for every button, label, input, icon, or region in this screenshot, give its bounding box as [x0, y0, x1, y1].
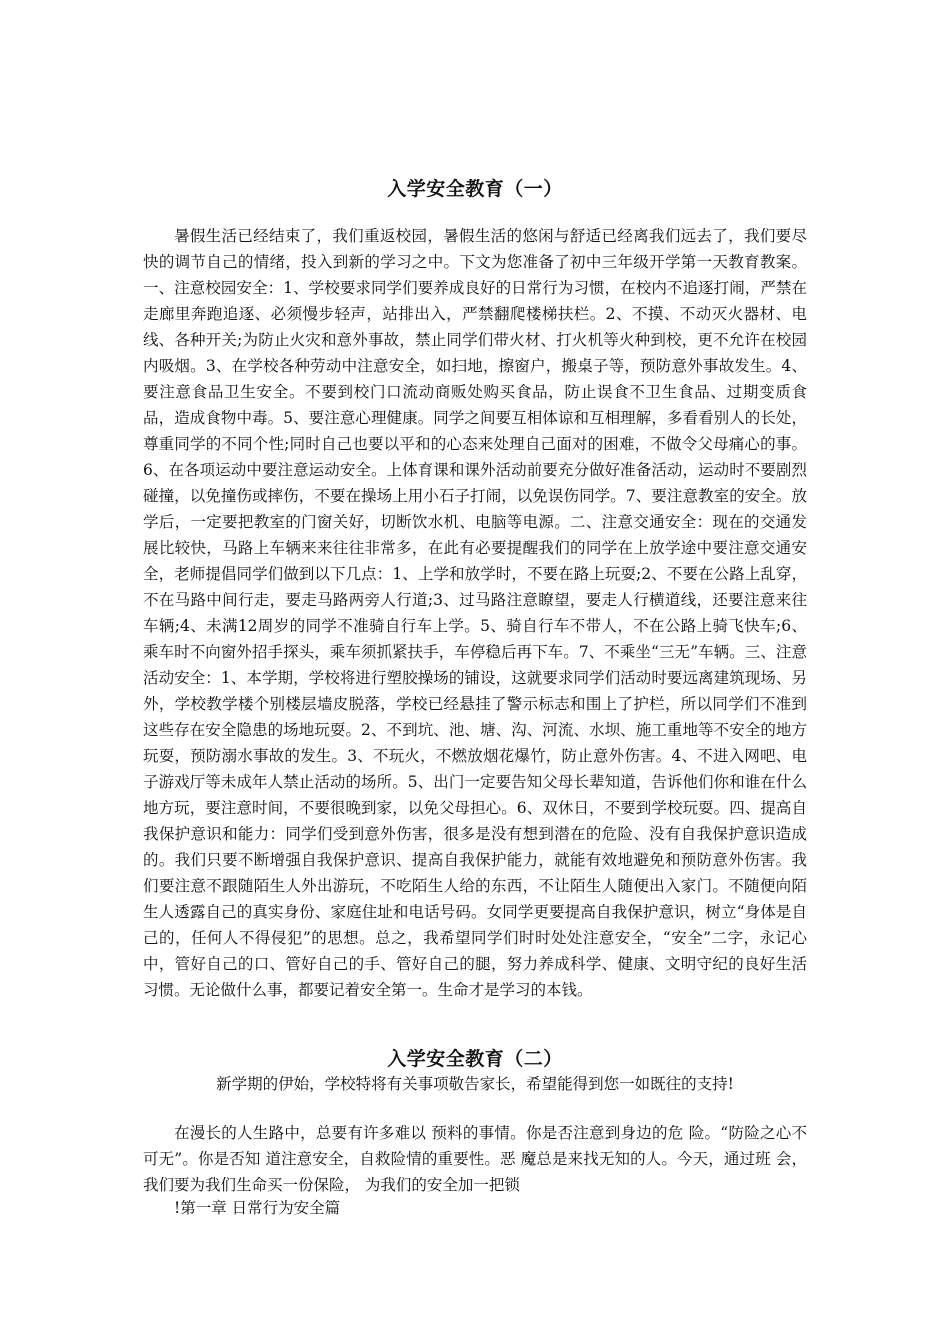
- section-1-title: 入学安全教育（一）: [387, 178, 563, 200]
- section-2-body: 在漫长的人生路中，总要有许多难以 预料的事情。你是否注意到身边的危 险。“防险之心不可无”。你是否知 道注意安全，自救险情的重要性。恶 魔总是来找无知的人。今天，通过班 会，我们要为我们生命买一份保险， 为我们的安全加一把锁: [143, 1124, 807, 1194]
- chapter-heading: !第一章 日常行为安全篇: [174, 1199, 341, 1217]
- section-2-title: 入学安全教育（二）: [387, 1048, 563, 1070]
- section-1-body: 暑假生活已经结束了，我们重返校园，暑假生活的悠闲与舒适已经离我们远去了，我们要尽快的调节自己的情绪，投入到新的学习之中。下文为您准备了初中三年级开学第一天教育教案。一、注意校园安全：1、学校要求同学们要养成良好的日常行为习惯，在校内不追逐打闹，严禁在走廊里奔跑追逐、必须慢步轻声，站排出入，严禁翻爬楼梯扶栏。2、不摸、不动灭火器材、电线、各种开关;为防止火灾和意外事故，禁止同学们带火材、打火机等火种到校，更不允许在校园内吸烟。3、在学校各种劳动中注意安全，如扫地，擦窗户，搬桌子等，预防意外事故发生。4、要注意食品卫生安全。不要到校门口流动商贩处购买食品，防止误食不卫生食品、过期变质食品，造成食物中毒。5、要注意心理健康。同学之间要互相体谅和互相理解，多看看别人的长处，尊重同学的不同个性;同时自己也要以平和的心态来处理自己面对的困难，不做令父母痛心的事。6、在各项运动中要注意运动安全。上体育课和课外活动前要充分做好准备活动，运动时不要剧烈碰撞，以免撞伤或摔伤，不要在操场上用小石子打闹，以免误伤同学。7、要注意教室的安全。放学后，一定要把教室的门窗关好，切断饮水机、电脑等电源。二、注意交通安全：现在的交通发展比较快，马路上车辆来来往往非常多，在此有必要提醒我们的同学在上放学途中要注意交通安全，老师提倡同学们做到以下几点：1、上学和放学时，不要在路上玩耍;2、不要在公路上乱穿，不在马路中间行走，要走马路两旁人行道;3、过马路注意瞭望，要走人行横道线，还要注意来往车辆;4、未满12周岁的同学不准骑自行车上学。5、骑自行车不带人，不在公路上骑飞快车;6、乘车时不向窗外招手探头，乘车须抓紧扶手，车停稳后再下车。7、不乘坐“三无”车辆。三、注意活动安全：1、本学期，学校将进行塑胶操场的铺设，这就要求同学们活动时要远离建筑现场、另外，学校教学楼个别楼层墙皮脱落，学校已经悬挂了警示标志和围上了护栏，所以同学们不准到这些存在安全隐患的场地玩耍。2、不到坑、池、塘、沟、河流、水坝、施工重地等不安全的地方玩耍，预防溺水事故的发生。3、不玩火，不燃放烟花爆竹，防止意外伤害。4、不进入网吧、电子游戏厅等未成年人禁止活动的场所。5、出门一定要告知父母长辈知道，告诉他们你和谁在什么地方玩，要注意时间，不要很晚到家，以免父母担心。6、双休日，不要到学校玩耍。四、提高自我保护意识和能力：同学们受到意外伤害，很多是没有想到潜在的危险、没有自我保护意识造成的。我们只要不断增强自我保护意识、提高自我保护能力，就能有效地避免和预防意外伤害。我们要注意不跟随陌生人外出游玩，不吃陌生人给的东西，不让陌生人随便出入家门。不随便向陌生人透露自己的真实身份、家庭住址和电话号码。女同学更要提高自我保护意识，树立“身体是自己的，任何人不得侵犯”的思想。总之，我希望同学们时时处处注意安全，“安全”二字，永记心中，管好自己的口、管好自己的手、管好自己的腿，努力养成科学、健康、文明守纪的良好生活习惯。无论做什么事，都要记着安全第一。生命才是学习的本钱。: [143, 227, 807, 999]
- section-2-subtitle: 新学期的伊始，学校特将有关事项敬告家长，希望能得到您一如既往的支持!: [216, 1075, 734, 1093]
